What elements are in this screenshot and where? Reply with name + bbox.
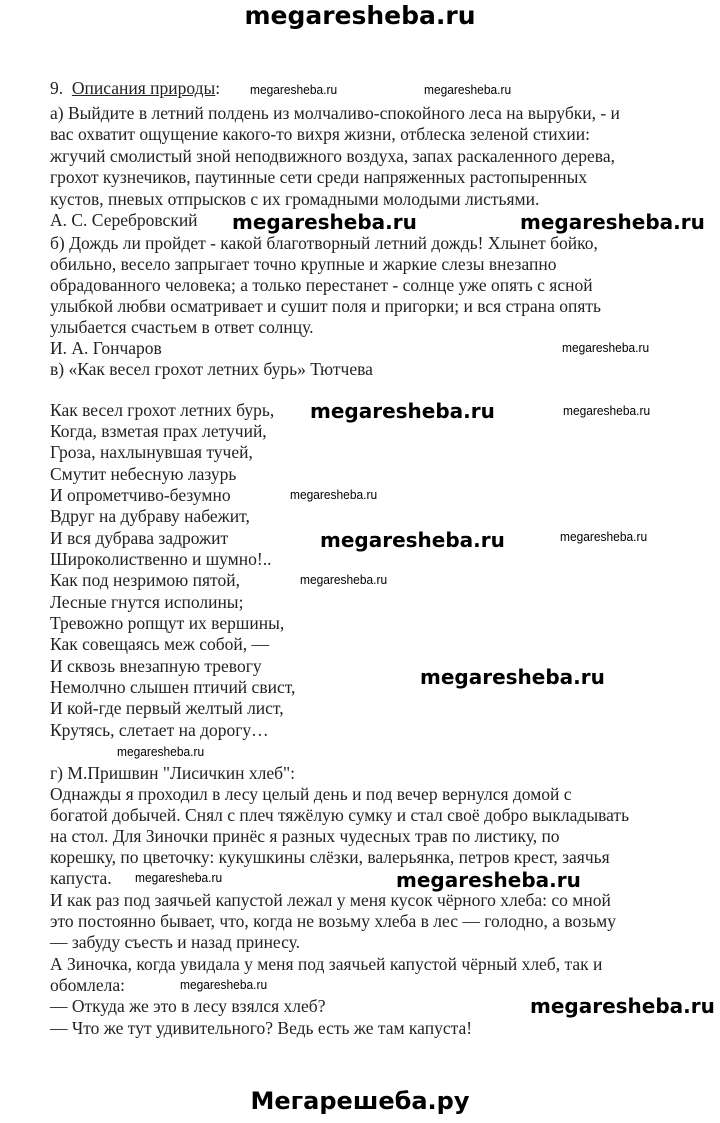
text-line: б) Дождь ли пройдет - какой благотворный летний дождь! Хлынет бойко, — [50, 233, 598, 253]
poem-line: Лесные гнутся исполины; — [50, 592, 244, 612]
poem-line: И кой-где первый желтый лист, — [50, 698, 284, 718]
text-line: жгучий смолистый зной неподвижного воздуха, запах раскаленного дерева, — [50, 146, 615, 166]
poem-line: И вся дубрава задрожит — [50, 528, 229, 548]
text-line: обильно, весело запрыгает точно крупные и жаркие слезы внезапно — [50, 254, 557, 274]
text-line: богатой добычей. Снял с плеч тяжёлую сумку и стал своё добро выкладывать — [50, 805, 630, 825]
poem-line: И сквозь внезапную тревогу — [50, 656, 262, 676]
site-footer[interactable]: Мегарешеба.ру — [250, 1087, 470, 1115]
text-line: обомлела: — [50, 975, 126, 995]
text-line: — Откуда же это в лесу взялся хлеб? — [50, 996, 326, 1016]
text-line: грохот кузнечиков, паутинные сети среди напряженных растопыренных — [50, 167, 588, 187]
watermark: megaresheba.ru — [290, 487, 378, 502]
poem-line: Немолчно слышен птичий свист, — [50, 677, 296, 697]
watermark: megaresheba.ru — [117, 744, 205, 759]
watermark: megaresheba.ru — [562, 340, 650, 355]
watermark: megaresheba.ru — [396, 868, 581, 892]
watermark: megaresheba.ru — [320, 528, 505, 552]
watermark: megaresheba.ru — [424, 82, 512, 97]
exercise-title: Описания природы — [71, 78, 216, 98]
poem-line: Как совещаясь меж собой, — — [50, 634, 270, 654]
watermark: megaresheba.ru — [560, 529, 648, 544]
text-line: И как раз под заячьей капустой лежал у меня кусок чёрного хлеба: со мной — [50, 890, 611, 910]
site-header[interactable]: megaresheba.ru — [244, 1, 476, 30]
exercise-number: 9. — [50, 78, 64, 98]
text-line: А Зиночка, когда увидала у меня под заячьей капустой чёрный хлеб, так и — [50, 954, 603, 974]
text-line: в) «Как весел грохот летних бурь» Тютчева — [50, 359, 373, 379]
watermark: megaresheba.ru — [563, 403, 651, 418]
poem-line: Вдруг на дубраву набежит, — [50, 506, 250, 526]
text-line: — Что же тут удивительного? Ведь есть же там капуста! — [50, 1018, 473, 1038]
text-line: а) Выйдите в летний полдень из молчаливо-спокойного леса на вырубки, - и — [50, 103, 620, 123]
text-line: А. С. Серебровский — [50, 210, 198, 230]
text-line: капуста. — [50, 868, 112, 888]
poem-line: Гроза, нахлынувшая тучей, — [50, 442, 253, 462]
text-line: на стол. Для Зиночки принёс я разных чудесных трав по листику, по — [50, 826, 560, 846]
text-line: корешку, по цветочку: кукушкины слёзки, валерьянка, петров крест, заячья — [50, 847, 610, 867]
text-line: улыбкой любви осматривает и сушит поля и пригорки; и вся страна опять — [50, 296, 602, 316]
text-line: обрадованного человека; а только перестанет - солнце уже опять с ясной — [50, 275, 593, 295]
poem-line: Когда, взметая прах летучий, — [50, 421, 267, 441]
watermark: megaresheba.ru — [310, 399, 495, 423]
watermark: megaresheba.ru — [180, 977, 268, 992]
text-line: г) М.Пришвин "Лисичкин хлеб": — [50, 763, 295, 783]
title-colon: : — [215, 78, 221, 98]
text-line: это постоянно бывает, что, когда не возьму хлеба в лес — голодно, а возьму — [50, 911, 616, 931]
watermark: megaresheba.ru — [530, 994, 715, 1018]
poem-line: Смутит небесную лазурь — [50, 464, 237, 484]
text-line: — забуду съесть и назад принесу. — [50, 932, 301, 952]
poem-line: Тревожно ропщут их вершины, — [50, 613, 285, 633]
watermark: megaresheba.ru — [300, 572, 388, 587]
watermark: megaresheba.ru — [250, 82, 338, 97]
text-line: Однажды я проходил в лесу целый день и под вечер вернулся домой с — [50, 784, 572, 804]
exercise-heading — [50, 78, 220, 99]
watermark: megaresheba.ru — [420, 665, 605, 689]
poem-line: Крутясь, слетает на дорогу… — [50, 720, 269, 740]
text-line: И. А. Гончаров — [50, 338, 162, 358]
watermark: megaresheba.ru — [520, 210, 705, 234]
poem-line: И опрометчиво-безумно — [50, 485, 231, 505]
poem-line: Как под незримою пятой, — [50, 570, 240, 590]
watermark: megaresheba.ru — [232, 210, 417, 234]
watermark: megaresheba.ru — [135, 870, 223, 885]
text-line: кустов, пневых отпрысков с их громадными молодыми листьями. — [50, 189, 540, 209]
text-line: улыбается счастьем в ответ солнцу. — [50, 317, 314, 337]
poem-line: Широколиственно и шумно!.. — [50, 549, 272, 569]
text-line: вас охватит ощущение какого-то вихря жизни, отблеска зеленой стихии: — [50, 124, 590, 144]
poem-line: Как весел грохот летних бурь, — [50, 400, 275, 420]
